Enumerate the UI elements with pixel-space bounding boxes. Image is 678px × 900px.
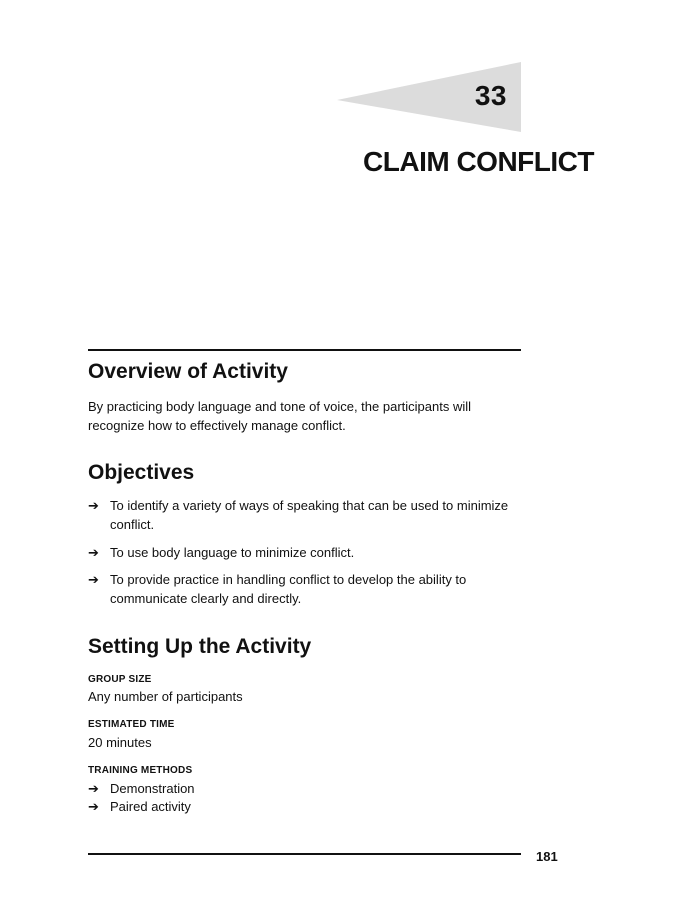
overview-heading: Overview of Activity — [88, 360, 288, 383]
objectives-heading: Objectives — [88, 461, 195, 484]
method-text: Paired activity — [110, 799, 191, 814]
method-item — [88, 780, 528, 798]
training-methods-label: TRAINING METHODS — [88, 765, 193, 776]
chapter-number: 33 — [474, 80, 507, 111]
bottom-divider — [88, 853, 521, 855]
arrow-bullet-icon: ➔ — [88, 572, 99, 587]
method-text: Demonstration — [110, 781, 195, 796]
objective-text: To provide practice in handling conflict to develop the ability to communicate clearly and directly. — [110, 572, 467, 606]
method-item — [88, 798, 528, 816]
training-methods-list — [88, 780, 528, 816]
setup-heading: Setting Up the Activity — [88, 635, 312, 658]
arrow-bullet-icon: ➔ — [88, 498, 99, 513]
overview-text: By practicing body language and tone of voice, the participants will recognize how to effectively manage conflict. — [88, 399, 472, 433]
objectives-list — [88, 496, 528, 617]
estimated-time-label: ESTIMATED TIME — [88, 719, 175, 730]
chapter-tab — [337, 62, 521, 132]
arrow-bullet-icon: ➔ — [88, 545, 99, 560]
objective-item — [88, 543, 528, 562]
objective-item — [88, 496, 528, 534]
estimated-time-value: 20 minutes — [88, 735, 152, 750]
arrow-bullet-icon: ➔ — [88, 781, 99, 796]
objective-text: To use body language to minimize conflict. — [110, 545, 355, 560]
page-number: 181 — [536, 849, 558, 864]
group-size-label: GROUP SIZE — [88, 674, 152, 685]
top-divider — [88, 349, 521, 351]
chapter-title: CLAIM CONFLICT — [363, 146, 594, 177]
arrow-bullet-icon: ➔ — [88, 799, 99, 814]
objective-text: To identify a variety of ways of speaking that can be used to minimize conflict. — [110, 498, 509, 532]
group-size-value: Any number of participants — [88, 689, 243, 704]
objective-item — [88, 570, 528, 608]
